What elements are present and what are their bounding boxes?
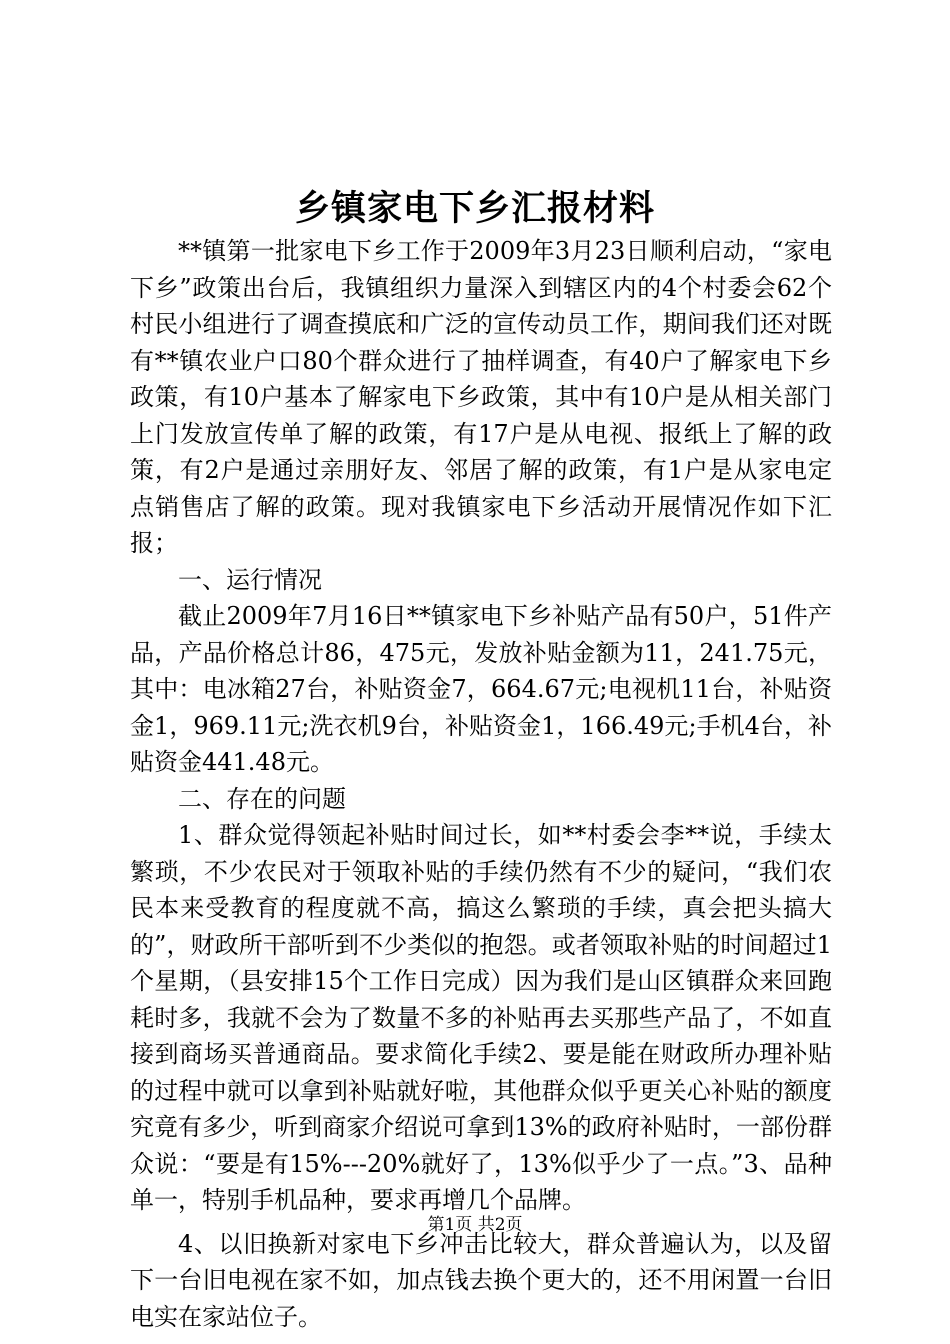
- document-body: [130, 233, 832, 1335]
- section-heading-problems: 二、存在的问题: [178, 784, 346, 813]
- trade-in-paragraph: 4、以旧换新对家电下乡冲击比较大，群众普遍认为，以及留下一台旧电视在家不如，加点钱去换个更大的，还不用闲置一台旧电实在家站位子。: [130, 1229, 832, 1331]
- problems-paragraph: 1、群众觉得领起补贴时间过长，如**村委会李**说，手续太繁琐，不少农民对于领取补贴的手续仍然有不少的疑问，“我们农民本来受教育的程度就不高，搞这么繁琐的手续，真会把头搞大的”，财政所干部听到不少类似的抱怨。或者领取补贴的时间超过1个星期，（县安排15个工作日完成）因为我们是山区镇群众来回跑耗时多，我就不会为了数量不多的补贴再去买那些产品了，不如直接到商场买普通商品。要求简化手续2、要是能在财政所办理补贴的过程中就可以拿到补贴就好啦，其他群众似乎更关心补贴的额度究竟有多少，听到商家介绍说可拿到13%的政府补贴时，一部份群众说：“要是有15%---20%就好了，13%似乎少了一点。”3、品种单一，特别手机品种，要求再增几个品牌。: [130, 821, 832, 1214]
- operation-paragraph: 截止2009年7月16日**镇家电下乡补贴产品有50户，51件产品，产品价格总计86，475元，发放补贴金额为11，241.75元，其中：电冰箱27台，补贴资金7，664.67元;电视机11台，补贴资金1，969.11元;洗衣机9台，补贴资金1，166.49元;手机4台，补贴资金441.48元。: [130, 602, 832, 776]
- section-heading-operation: 一、运行情况: [178, 565, 322, 594]
- page-footer: 第1页 共2页: [427, 1215, 523, 1235]
- intro-paragraph: **镇第一批家电下乡工作于2009年3月23日顺利启动，“家电下乡”政策出台后，我镇组织力量深入到辖区内的4个村委会62个村民小组进行了调查摸底和广泛的宣传动员工作，期间我们还对既有**镇农业户口80个群众进行了抽样调查，有40户了解家电下乡政策，有10户基本了解家电下乡政策，其中有10户是从相关部门上门发放宣传单了解的政策，有17户是从电视、报纸上了解的政策，有2户是通过亲朋好友、邻居了解的政策，有1户是从家电定点销售店了解的政策。现对我镇家电下乡活动开展情况作如下汇报；: [130, 237, 832, 557]
- document-title: 乡镇家电下乡汇报材料: [294, 188, 655, 229]
